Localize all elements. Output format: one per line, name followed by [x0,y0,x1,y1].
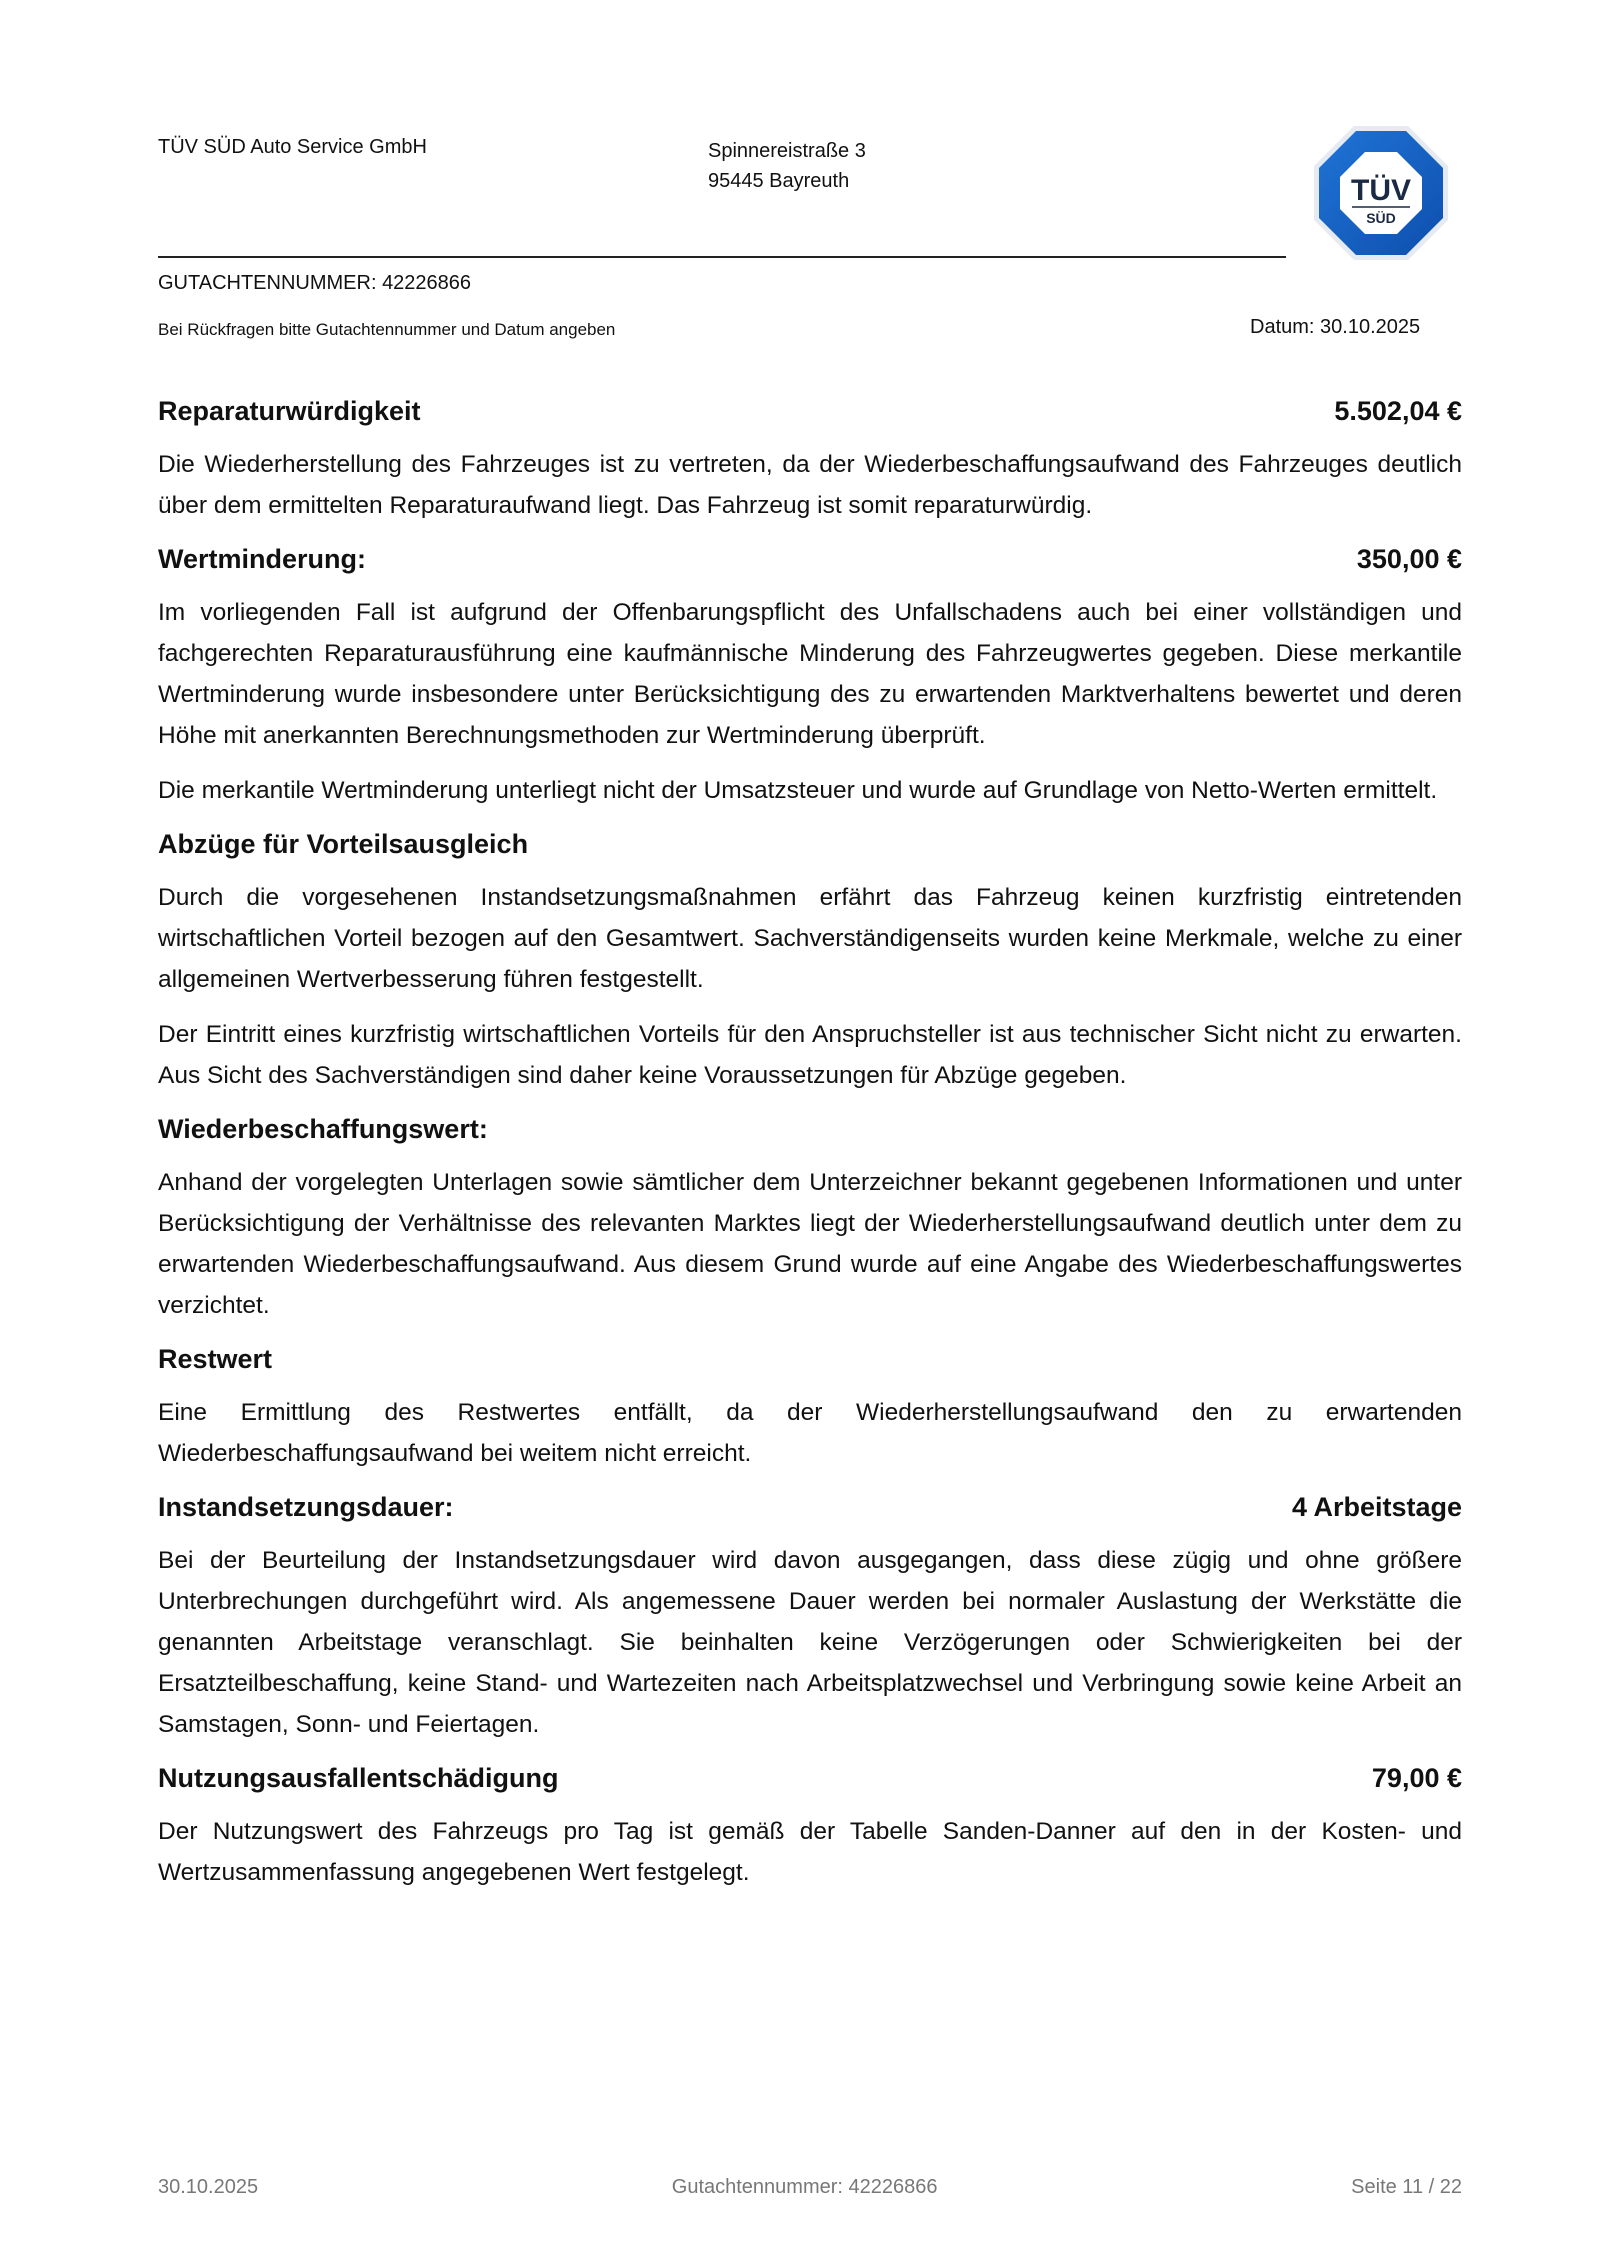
header-divider [158,256,1286,258]
inquiry-note: Bei Rückfragen bitte Gutachtennummer und Datum angeben [158,320,616,339]
section-reparaturwuerdigkeit [158,392,1462,526]
section-value: 79,00 € [1371,1763,1462,1793]
footer-report-number: Gutachtennummer: 42226866 [671,2176,938,2198]
section-title: Wiederbeschaffungswert: [158,1114,488,1144]
paragraph: Der Nutzungswert des Fahrzeugs pro Tag ist gemäß der Tabelle Sanden-Danner auf den in der Kosten- und Wertzusammenfassung angegebenen Wert festgelegt. [158,1818,1462,1886]
section-value: 5.502,04 € [1334,396,1462,426]
section-instandsetzungsdauer [158,1488,1462,1745]
paragraph: Eine Ermittlung des Restwertes entfällt, da der Wiederherstellungsaufwand den zu erwartenden Wiederbeschaffungsaufwand bei weitem nicht erreicht. [158,1399,1462,1467]
paragraph: Die merkantile Wertminderung unterliegt nicht der Umsatzsteuer und wurde auf Grundlage von Netto-Werten ermittelt. [158,777,1438,804]
page-footer [158,2176,1462,2199]
company-name: TÜV SÜD Auto Service GmbH [158,136,427,158]
paragraph: Durch die vorgesehenen Instandsetzungsmaßnahmen erfährt das Fahrzeug keinen kurzfristig eintretenden wirtschaftlichen Vorteil bezogen auf den Gesamtwert. Sachverständigenseits wurden keine Merkmale, welche zu einer allgemeinen Wertverbesserung führen festgestellt. [158,884,1462,993]
section-wiederbeschaffungswert [158,1110,1462,1326]
svg-text:TÜV: TÜV [1351,174,1411,207]
section-heading [158,1759,1462,1797]
paragraph: Bei der Beurteilung der Instandsetzungsdauer wird davon ausgegangen, dass diese zügig und ohne größere Unterbrechungen durchgeführt wird. Als angemessene Dauer werden bei normaler Auslastung der Werkstätte die genannten Arbeitstage veranschlagt. Sie beinhalten keine Verzögerungen oder Schwierigkeiten bei der Ersatzteilbeschaffung, keine Stand- und Wartezeiten nach Arbeitsplatzwechsel und Verbringung sowie keine Arbeit an Samstagen, Sonn- und Feiertagen. [158,1547,1462,1738]
page-number: Seite 11 / 22 [1351,2176,1462,2198]
section-heading [158,1340,1462,1378]
section-heading [158,1488,1462,1526]
report-date: Datum: 30.10.2025 [1250,316,1421,338]
section-value: 4 Arbeitstage [1291,1492,1462,1522]
company-address [708,136,866,196]
address-street: Spinnereistraße 3 [708,140,866,162]
section-heading [158,392,1462,430]
section-title: Nutzungsausfallentschädigung [158,1763,559,1793]
section-heading [158,540,1462,578]
section-wertminderung [158,540,1462,811]
section-value: 350,00 € [1356,544,1462,574]
section-heading [158,825,1462,863]
footer-date: 30.10.2025 [158,2176,259,2198]
section-heading [158,1110,1462,1148]
section-vorteilsausgleich [158,825,1462,1096]
report-number: GUTACHTENNUMMER: 42226866 [158,272,472,294]
paragraph: Anhand der vorgelegten Unterlagen sowie sämtlicher dem Unterzeichner bekannt gegebenen Informationen und unter Berücksichtigung der Verhältnisse des relevanten Marktes liegt der Wiederherstellungsaufwand deutlich unter dem zu erwartenden Wiederbeschaffungsaufwand. Aus diesem Grund wurde auf eine Angabe des Wiederbeschaffungswertes verzichtet. [158,1169,1462,1319]
svg-text:SÜD: SÜD [1366,210,1396,226]
section-restwert [158,1340,1462,1474]
paragraph: Im vorliegenden Fall ist aufgrund der Offenbarungspflicht des Unfallschadens auch bei einer vollständigen und fachgerechten Reparaturausführung eine kaufmännische Minderung des Fahrzeugwertes gegeben. Diese merkantile Wertminderung wurde insbesondere unter Berücksichtigung des zu erwartenden Marktverhaltens bewertet und deren Höhe mit anerkannten Berechnungsmethoden zur Wertminderung überprüft. [158,599,1462,749]
section-title: Restwert [158,1344,273,1374]
address-city: 95445 Bayreuth [708,170,850,192]
section-title: Reparaturwürdigkeit [158,396,421,426]
section-title: Abzüge für Vorteilsausgleich [158,829,529,859]
report-content [158,392,1462,1907]
tuv-sud-logo [1310,122,1452,264]
section-title: Instandsetzungsdauer: [158,1492,454,1522]
paragraph: Der Eintritt eines kurzfristig wirtschaftlichen Vorteils für den Anspruchsteller ist aus technischer Sicht nicht zu erwarten. Aus Sicht des Sachverständigen sind daher keine Voraussetzungen für Abzüge gegeben. [158,1021,1462,1089]
section-title: Wertminderung: [158,544,366,574]
section-nutzungsausfall [158,1759,1462,1893]
paragraph: Die Wiederherstellung des Fahrzeuges ist zu vertreten, da der Wiederbeschaffungsaufwand des Fahrzeuges deutlich über dem ermittelten Reparaturaufwand liegt. Das Fahrzeug ist somit reparaturwürdig. [158,451,1462,519]
